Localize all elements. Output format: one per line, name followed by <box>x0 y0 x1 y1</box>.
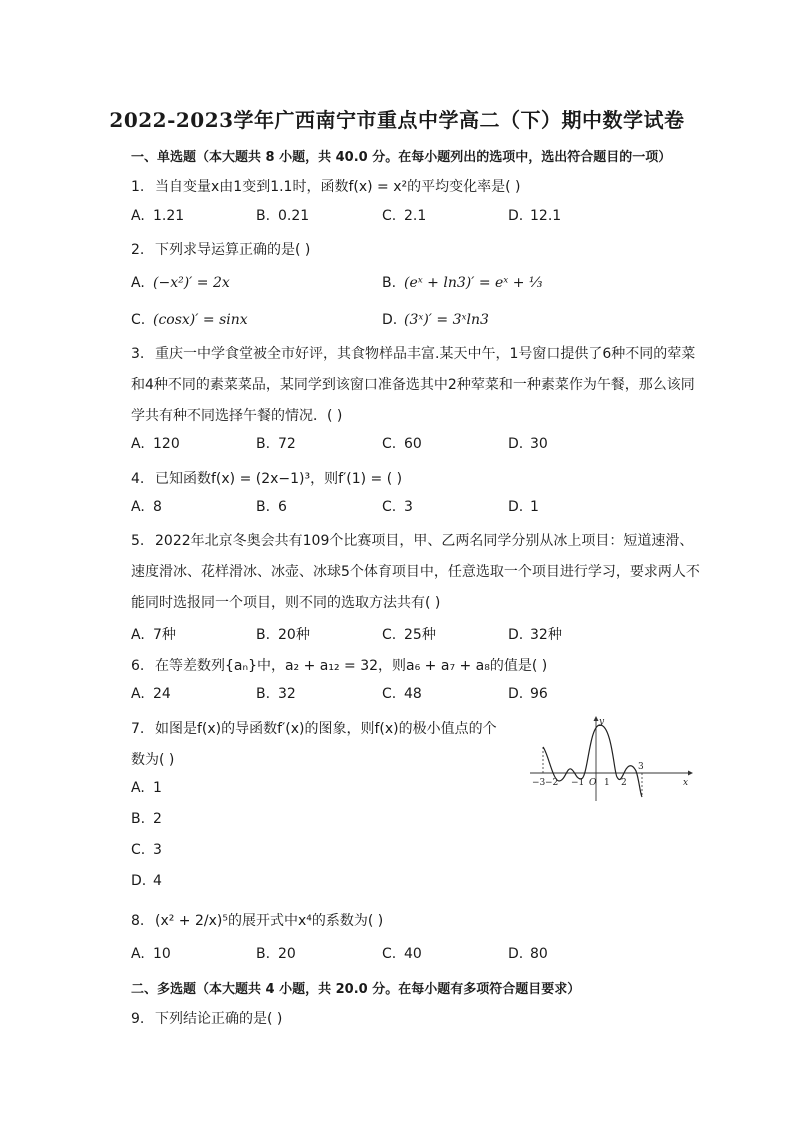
tick-label-2: 2 <box>621 778 627 788</box>
question-8-text: 8. (x² + 2/x)⁵的展开式中x⁴的系数为( ) <box>131 913 384 929</box>
q5-option-a[interactable]: A. 7种 <box>131 627 176 643</box>
derivative-graph-figure <box>528 713 694 803</box>
q2-option-b[interactable]: B. (eˣ + ln3)′ = eˣ + ⅓ <box>382 275 543 291</box>
q1-option-a[interactable]: A. 1.21 <box>131 208 185 224</box>
q5-option-d[interactable]: D. 32种 <box>508 627 562 643</box>
q4-option-c[interactable]: C. 3 <box>382 499 413 515</box>
q8-option-d[interactable]: D. 80 <box>508 946 548 962</box>
question-7-line-2: 数为( ) <box>131 752 175 768</box>
q3-option-d[interactable]: D. 30 <box>508 436 548 452</box>
question-5-line-2: 速度滑冰、花样滑冰、冰壶、冰球5个体育项目中，任意选取一个项目进行学习，要求两人不 <box>131 564 700 580</box>
question-9-text: 9. 下列结论正确的是( ) <box>131 1011 283 1027</box>
tick-label-neg1: −1 <box>571 778 585 788</box>
tick-label-neg3: −3 <box>532 778 546 788</box>
q8-option-b[interactable]: B. 20 <box>256 946 296 962</box>
q2-option-d[interactable]: D. (3ˣ)′ = 3ˣln3 <box>382 312 489 328</box>
x-axis-label: x <box>683 778 689 788</box>
y-axis-label: y <box>599 717 605 727</box>
question-1-text: 1. 当自变量x由1变到1.1时，函数f(x) = x²的平均变化率是( ) <box>131 179 521 195</box>
question-3-line-3: 学共有种不同选择午餐的情况．( ) <box>131 408 343 424</box>
q3-option-c[interactable]: C. 60 <box>382 436 422 452</box>
question-2-text: 2. 下列求导运算正确的是( ) <box>131 242 311 258</box>
question-3-line-2: 和4种不同的素菜菜品，某同学到该窗口准备选其中2种荤菜和一种素菜作为午餐，那么该同 <box>131 377 695 393</box>
q3-option-a[interactable]: A. 120 <box>131 436 180 452</box>
q1-option-c[interactable]: C. 2.1 <box>382 208 427 224</box>
q7-option-b[interactable]: B. 2 <box>131 811 162 827</box>
question-6-text: 6. 在等差数列{aₙ}中，a₂ + a₁₂ = 32，则a₆ + a₇ + a₈的值是( ) <box>131 658 548 674</box>
exam-title: 2022-2023学年广西南宁市重点中学高二（下）期中数学试卷 <box>109 108 685 132</box>
q1-option-d[interactable]: D. 12.1 <box>508 208 562 224</box>
x-axis-arrow <box>688 771 693 776</box>
question-7-line-1: 7. 如图是f(x)的导函数f′(x)的图象，则f(x)的极小值点的个 <box>131 721 497 737</box>
tick-label-1: 1 <box>604 778 610 788</box>
q6-option-d[interactable]: D. 96 <box>508 686 548 702</box>
q4-option-d[interactable]: D. 1 <box>508 499 539 515</box>
q1-option-b[interactable]: B. 0.21 <box>256 208 310 224</box>
section-heading-single-choice: 一、单选题（本大题共 8 小题，共 40.0 分。在每小题列出的选项中，选出符合题目的一项） <box>131 150 672 165</box>
section-heading-multiple-choice: 二、多选题（本大题共 4 小题，共 20.0 分。在每小题有多项符合题目要求） <box>131 982 581 997</box>
q7-option-a[interactable]: A. 1 <box>131 780 162 796</box>
derivative-graph-svg <box>528 713 694 803</box>
question-4-text: 4. 已知函数f(x) = (2x−1)³，则f′(1) = ( ) <box>131 471 403 487</box>
q7-option-d[interactable]: D. 4 <box>131 873 162 889</box>
q5-option-b[interactable]: B. 20种 <box>256 627 310 643</box>
q8-option-c[interactable]: C. 40 <box>382 946 422 962</box>
q2-option-a[interactable]: A. (−x²)′ = 2x <box>131 275 230 291</box>
q4-option-a[interactable]: A. 8 <box>131 499 162 515</box>
q6-option-a[interactable]: A. 24 <box>131 686 171 702</box>
q6-option-c[interactable]: C. 48 <box>382 686 422 702</box>
origin-label: O <box>589 778 597 788</box>
q2-option-c[interactable]: C. (cosx)′ = sinx <box>131 312 248 328</box>
q5-option-c[interactable]: C. 25种 <box>382 627 436 643</box>
question-5-line-3: 能同时选报同一个项目，则不同的选取方法共有( ) <box>131 595 441 611</box>
question-3-line-1: 3. 重庆一中学食堂被全市好评，其食物样品丰富.某天中午，1号窗口提供了6种不同的荤菜 <box>131 346 696 362</box>
q6-option-b[interactable]: B. 32 <box>256 686 296 702</box>
q7-option-c[interactable]: C. 3 <box>131 842 162 858</box>
q3-option-b[interactable]: B. 72 <box>256 436 296 452</box>
y-axis-arrow <box>594 716 599 721</box>
q8-option-a[interactable]: A. 10 <box>131 946 171 962</box>
question-5-line-1: 5. 2022年北京冬奥会共有109个比赛项目，甲、乙两名同学分别从冰上项目：短道速滑、 <box>131 533 694 549</box>
tick-label-neg2: −2 <box>545 778 559 788</box>
q4-option-b[interactable]: B. 6 <box>256 499 287 515</box>
tick-label-3: 3 <box>638 762 644 772</box>
